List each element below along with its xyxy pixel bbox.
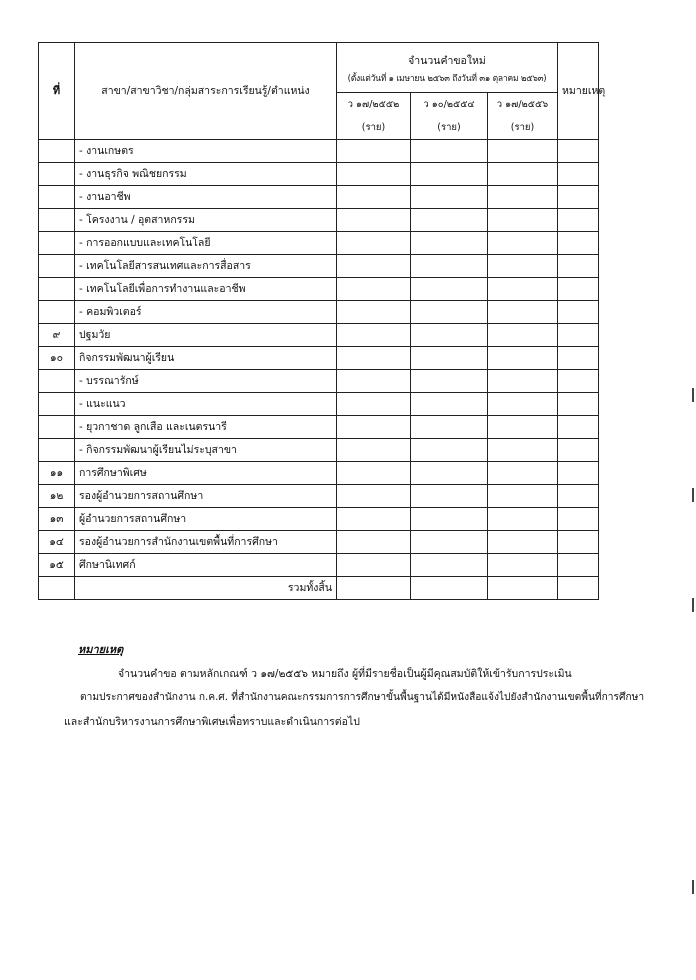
remark-cell	[558, 162, 599, 185]
row-number	[39, 139, 75, 162]
remark-cell	[558, 277, 599, 300]
remark-cell	[558, 185, 599, 208]
header-period: (ตั้งแต่วันที่ ๑ เมษายน ๒๕๖๓ ถึงวันที่ ๓๑ ตุลาคม ๒๕๖๓)	[347, 73, 547, 84]
remark-cell	[558, 323, 599, 346]
row-label: - บรรณารักษ์	[75, 369, 337, 392]
count-cell	[488, 162, 558, 185]
row-label: - เทคโนโลยีเพื่อการทำงานและอาชีพ	[75, 277, 337, 300]
row-label: รองผู้อำนวยการสถานศึกษา	[75, 484, 337, 507]
margin-mark	[692, 488, 694, 502]
count-cell	[337, 369, 411, 392]
table-row	[39, 392, 599, 415]
count-cell	[488, 185, 558, 208]
remark-cell	[558, 254, 599, 277]
table-header	[39, 43, 606, 140]
row-label: - งานอาชีพ	[75, 185, 337, 208]
count-cell	[411, 323, 488, 346]
count-cell	[337, 415, 411, 438]
count-cell	[411, 369, 488, 392]
header-subcol-code: ว ๑๗/๒๕๕๒	[337, 93, 411, 117]
row-label: - โครงงาน / อุตสาหกรรม	[75, 208, 337, 231]
remark-cell	[558, 507, 599, 530]
table-row	[39, 254, 599, 277]
remark-cell	[558, 553, 599, 576]
row-number	[39, 254, 75, 277]
count-cell	[337, 553, 411, 576]
remark-cell	[558, 346, 599, 369]
count-cell	[488, 300, 558, 323]
count-cell	[488, 415, 558, 438]
count-cell	[411, 208, 488, 231]
margin-mark	[692, 388, 694, 402]
count-cell	[337, 162, 411, 185]
row-number	[39, 300, 75, 323]
count-cell	[337, 438, 411, 461]
count-cell	[337, 277, 411, 300]
count-cell	[488, 507, 558, 530]
count-cell	[488, 231, 558, 254]
total-count-cell	[411, 576, 488, 599]
count-cell	[411, 231, 488, 254]
table-row	[39, 346, 599, 369]
count-cell	[411, 162, 488, 185]
count-cell	[488, 346, 558, 369]
count-cell	[337, 254, 411, 277]
table-row	[39, 369, 599, 392]
row-label: รองผู้อำนวยการสำนักงานเขตพื้นที่การศึกษา	[75, 530, 337, 553]
row-number	[39, 415, 75, 438]
row-number: ๙	[39, 323, 75, 346]
total-count-cell	[488, 576, 558, 599]
remark-cell	[558, 392, 599, 415]
row-number: ๑๐	[39, 346, 75, 369]
remark-cell	[558, 208, 599, 231]
table-row	[39, 139, 599, 162]
table-row	[39, 553, 599, 576]
table-body	[39, 139, 599, 599]
row-label: การศึกษาพิเศษ	[75, 461, 337, 484]
remark-cell	[558, 369, 599, 392]
header-remark: หมายเหตุ	[558, 43, 599, 140]
count-cell	[411, 438, 488, 461]
row-number	[39, 185, 75, 208]
count-cell	[411, 553, 488, 576]
total-row	[39, 576, 599, 599]
count-cell	[337, 323, 411, 346]
count-cell	[337, 231, 411, 254]
row-number	[39, 392, 75, 415]
row-number	[39, 277, 75, 300]
row-label: กิจกรรมพัฒนาผู้เรียน	[75, 346, 337, 369]
header-subcol-unit: (ราย)	[488, 117, 558, 140]
header-request-group	[337, 43, 558, 93]
table-row	[39, 323, 599, 346]
total-label: รวมทั้งสิ้น	[75, 576, 337, 599]
count-cell	[337, 461, 411, 484]
row-label: - เทคโนโลยีสารสนเทศและการสื่อสาร	[75, 254, 337, 277]
table-row	[39, 530, 599, 553]
count-cell	[488, 553, 558, 576]
row-number: ๑๔	[39, 530, 75, 553]
request-count-table	[38, 42, 606, 600]
remark-cell	[558, 438, 599, 461]
table-row	[39, 231, 599, 254]
row-label: - งานธุรกิจ พณิชยกรรม	[75, 162, 337, 185]
count-cell	[488, 461, 558, 484]
remark-cell	[558, 461, 599, 484]
row-number	[39, 231, 75, 254]
note-line-1: จำนวนคำขอ ตามหลักเกณฑ์ ว ๑๗/๒๕๕๖ หมายถึง ผู้ที่มีรายชื่อเป็นผู้มีคุณสมบัติให้เข้ารับการประเมิน	[118, 668, 572, 680]
margin-mark	[692, 880, 694, 894]
count-cell	[488, 277, 558, 300]
note-line-2: ตามประกาศของสำนักงาน ก.ค.ศ. ที่สำนักงานคณะกรรมการการศึกษาขั้นพื้นฐานได้มีหนังสือแจ้งไปยังสำนักงานเขตพื้นที่การศึกษา	[80, 692, 645, 703]
row-number: ๑๒	[39, 484, 75, 507]
row-label: - กิจกรรมพัฒนาผู้เรียนไม่ระบุสาขา	[75, 438, 337, 461]
table-row	[39, 415, 599, 438]
row-number: ๑๑	[39, 461, 75, 484]
table-row	[39, 484, 599, 507]
header-group-title: จำนวนคำขอใหม่	[408, 54, 486, 67]
margin-mark	[692, 598, 694, 612]
count-cell	[411, 185, 488, 208]
count-cell	[411, 530, 488, 553]
table-row	[39, 185, 599, 208]
header-subcol-code: ว ๑๗/๒๕๕๖	[488, 93, 558, 117]
count-cell	[488, 530, 558, 553]
header-subcol-unit: (ราย)	[411, 117, 488, 140]
remark-cell	[558, 415, 599, 438]
count-cell	[411, 139, 488, 162]
table-row	[39, 162, 599, 185]
count-cell	[411, 277, 488, 300]
row-label: - แนะแนว	[75, 392, 337, 415]
count-cell	[337, 139, 411, 162]
count-cell	[337, 346, 411, 369]
count-cell	[337, 392, 411, 415]
count-cell	[337, 507, 411, 530]
count-cell	[488, 139, 558, 162]
remark-cell	[558, 576, 599, 599]
table-row	[39, 300, 599, 323]
count-cell	[488, 208, 558, 231]
count-cell	[411, 346, 488, 369]
note-line-3: และสำนักบริหารงานการศึกษาพิเศษเพื่อทราบและดำเนินการต่อไป	[64, 716, 360, 728]
count-cell	[337, 300, 411, 323]
row-label: - การออกแบบและเทคโนโลยี	[75, 231, 337, 254]
count-cell	[488, 369, 558, 392]
total-count-cell	[337, 576, 411, 599]
count-cell	[411, 392, 488, 415]
table-row	[39, 208, 599, 231]
remark-cell	[558, 484, 599, 507]
table-row	[39, 461, 599, 484]
count-cell	[337, 185, 411, 208]
count-cell	[337, 484, 411, 507]
remark-cell	[558, 139, 599, 162]
count-cell	[488, 438, 558, 461]
count-cell	[411, 461, 488, 484]
row-number	[39, 576, 75, 599]
count-cell	[411, 484, 488, 507]
row-number	[39, 369, 75, 392]
row-number	[39, 438, 75, 461]
table-row	[39, 438, 599, 461]
count-cell	[488, 254, 558, 277]
remark-cell	[558, 530, 599, 553]
count-cell	[411, 254, 488, 277]
row-label: - งานเกษตร	[75, 139, 337, 162]
row-label: - คอมพิวเตอร์	[75, 300, 337, 323]
row-number	[39, 162, 75, 185]
count-cell	[488, 392, 558, 415]
header-branch: สาขา/สาขาวิชา/กลุ่มสาระการเรียนรู้/ตำแหน่ง	[75, 43, 337, 140]
remark-cell	[558, 300, 599, 323]
table-row	[39, 277, 599, 300]
row-number: ๑๓	[39, 507, 75, 530]
row-label: ปฐมวัย	[75, 323, 337, 346]
table-row	[39, 507, 599, 530]
count-cell	[488, 323, 558, 346]
row-label: - ยุวกาชาด ลูกเสือ และเนตรนารี	[75, 415, 337, 438]
row-label: ศึกษานิเทศก์	[75, 553, 337, 576]
note-title: หมายเหตุ	[78, 643, 124, 656]
row-number	[39, 208, 75, 231]
row-number: ๑๕	[39, 553, 75, 576]
count-cell	[411, 300, 488, 323]
count-cell	[411, 415, 488, 438]
count-cell	[488, 484, 558, 507]
count-cell	[337, 208, 411, 231]
header-subcol-unit: (ราย)	[337, 117, 411, 140]
header-subcol-code: ว ๑๐/๒๕๕๔	[411, 93, 488, 117]
count-cell	[337, 530, 411, 553]
count-cell	[411, 507, 488, 530]
header-number: ที่	[39, 43, 75, 140]
remark-cell	[558, 231, 599, 254]
row-label: ผู้อำนวยการสถานศึกษา	[75, 507, 337, 530]
